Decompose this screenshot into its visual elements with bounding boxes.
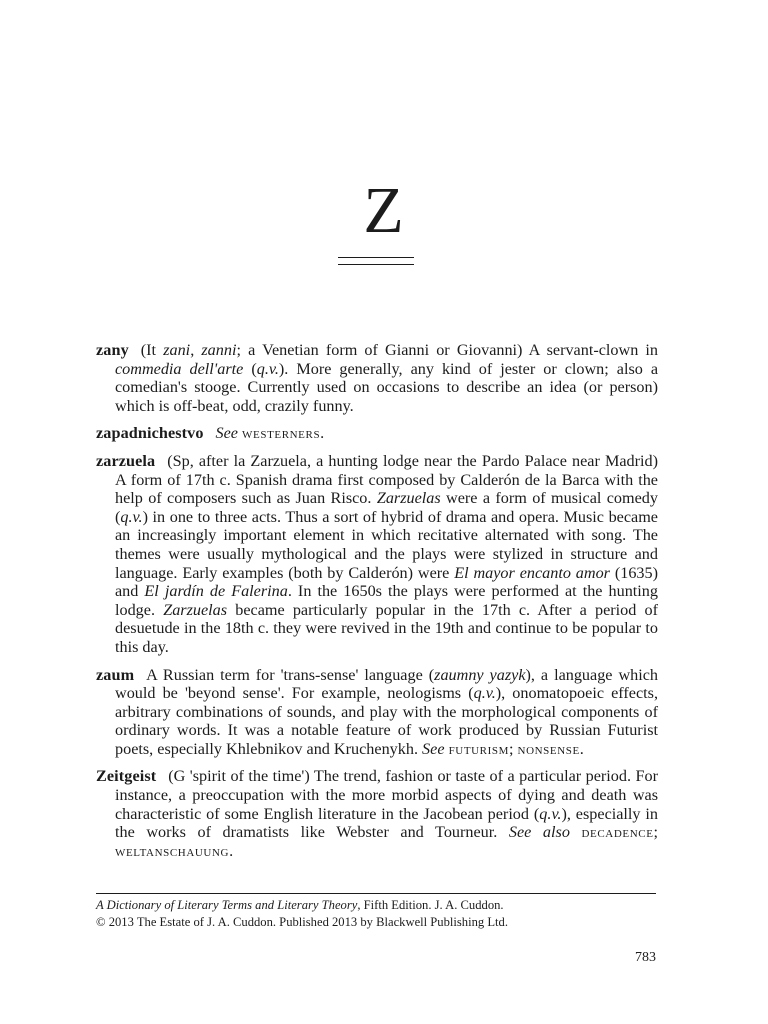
- italic-run: See: [215, 424, 238, 443]
- italic-run: See: [422, 739, 445, 758]
- text-run: ,: [190, 341, 202, 359]
- text-run: ), a language which would be 'beyond sense'. For example, neologisms (: [115, 665, 659, 703]
- text-run: .: [229, 841, 234, 860]
- italic-run: q.v.: [473, 684, 496, 703]
- entry-zarzuela: [96, 452, 658, 657]
- text-run: (1635) and: [115, 563, 658, 601]
- heading-double-rule: [338, 257, 414, 265]
- text-run: [570, 823, 582, 841]
- italic-run: zanni: [201, 341, 237, 359]
- cross-reference: weltanschauung: [115, 841, 230, 860]
- section-letter-heading: Z: [363, 174, 405, 247]
- text-run: ), especially in the works of dramatists like Webster and Tourneur.: [115, 804, 659, 842]
- text-run: became particularly popular in the 17th c. After a period of desuetude in the 18th c. they were revived in the 19th and continue to be popular to this day.: [115, 600, 659, 656]
- definition-zarzuela: [115, 452, 658, 656]
- headword-zany: zany: [96, 341, 129, 359]
- text-run: ). More generally, any kind of jester or clown; also a comedian's stooge. Currently used on occasions to describe an idea (or person) which is off-beat, odd, crazily funny.: [115, 359, 659, 415]
- cross-reference: nonsense: [517, 739, 580, 758]
- entry-zapadnichestvo: [96, 424, 658, 443]
- italic-run: zaumny yazyk: [434, 665, 526, 684]
- text-run: were a form of musical comedy (: [115, 489, 658, 526]
- definition-zaum: [115, 666, 658, 758]
- definition-zeitgeist: [115, 767, 658, 859]
- italic-run: commedia dell'arte: [115, 359, 244, 378]
- edition-text: , Fifth Edition. J. A. Cuddon.: [357, 898, 504, 912]
- footnote-rule: [96, 893, 656, 894]
- footnote-line-2: © 2013 The Estate of J. A. Cuddon. Published 2013 by Blackwell Publishing Ltd.: [96, 914, 508, 929]
- text-run: .: [320, 424, 325, 443]
- text-run: ;: [653, 823, 659, 842]
- cross-reference: futurism: [448, 739, 509, 758]
- headword-zeitgeist: Zeitgeist: [96, 767, 157, 786]
- book-title: A Dictionary of Literary Terms and Literary Theory: [96, 898, 358, 912]
- italic-run: q.v.: [539, 804, 562, 823]
- definition-zapadnichestvo: [216, 424, 325, 442]
- italic-run: El mayor encanto amor: [454, 563, 610, 582]
- entries-list: [96, 341, 658, 869]
- entry-zany: [96, 341, 658, 415]
- text-run: ), onomatopoeic effects, arbitrary combinations of sounds, and play with the morphological components of ordinary words. It was a notable feature of work produced by Russian Futurist poets, especially Khlebnikov and Kruchenykh.: [115, 684, 659, 758]
- copyright-footnote: [96, 897, 656, 930]
- footnote-line-1: [96, 897, 656, 914]
- text-run: (It: [140, 341, 164, 359]
- definition-zany: [115, 341, 658, 415]
- italic-run: El jardín de Falerina: [144, 582, 288, 601]
- headword-zaum: zaum: [96, 665, 135, 684]
- italic-run: Zarzuelas: [376, 489, 441, 508]
- text-run: . In the 1650s the plays were performed at the hunting lodge.: [115, 582, 658, 619]
- italic-run: zani: [163, 341, 191, 359]
- headword-zarzuela: zarzuela: [96, 451, 156, 470]
- text-run: ; a Venetian form of Gianni or Giovanni) A servant-clown in: [236, 341, 659, 359]
- italic-run: See also: [508, 823, 570, 842]
- italic-run: Zarzuelas: [163, 600, 228, 619]
- text-run: (Sp, after la Zarzuela, a hunting lodge near the Pardo Palace near Madrid) A form of 17th c. Spanish drama first composed by Calderón de la Barca with the help of composers such as Juan Risco.: [115, 451, 658, 508]
- entry-zeitgeist: [96, 767, 658, 860]
- cross-reference: westerners: [242, 424, 321, 443]
- cross-reference: decadence: [581, 823, 654, 842]
- text-run: (: [243, 359, 257, 378]
- entry-zaum: [96, 666, 658, 759]
- text-run: ;: [509, 739, 518, 758]
- text-run: .: [579, 739, 584, 758]
- italic-run: q.v.: [256, 359, 279, 378]
- headword-zapadnichestvo: zapadnichestvo: [96, 424, 204, 443]
- text-run: (G 'spirit of the time') The trend, fashion or taste of a particular period. For instance, a preoccupation with the more morbid aspects of dying and death was characteristic of some English literature in the Jacobean period (: [115, 767, 658, 823]
- text-run: ) in one to three acts. Thus a sort of hybrid of drama and opera. Music became an increasingly important element in which recitative alternated with song. The themes were usually mythological and the plays were stylized in structure and language. Early examples (both by Calderón) were: [115, 507, 658, 582]
- italic-run: q.v.: [120, 507, 143, 526]
- page-number: 783: [635, 950, 656, 965]
- text-run: A Russian term for 'trans-sense' language (: [146, 665, 435, 684]
